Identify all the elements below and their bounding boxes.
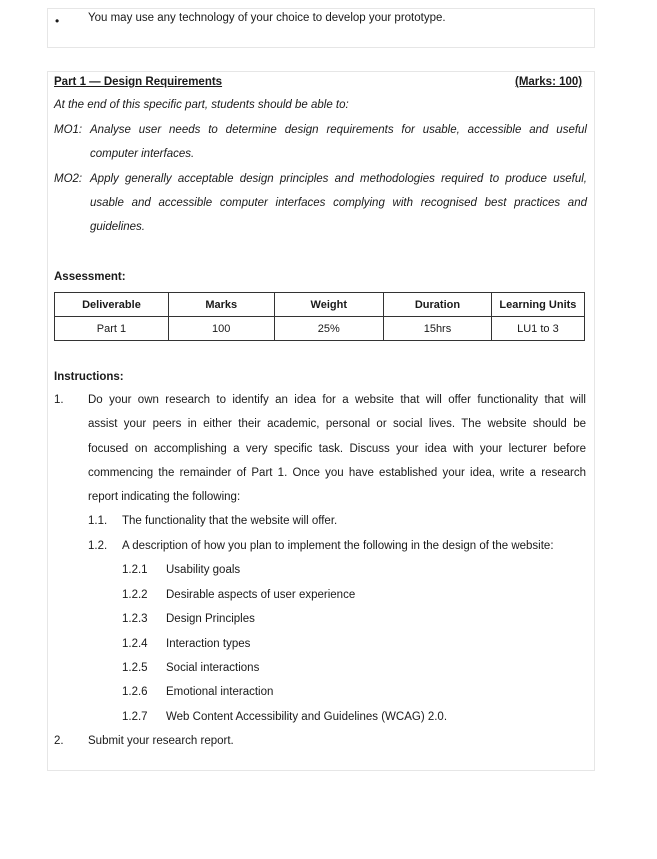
- table-cell: 15hrs: [384, 317, 492, 341]
- table-header-cell: Weight: [274, 293, 384, 317]
- subsub-item-number: 1.2.6: [122, 686, 148, 698]
- subsub-item-number: 1.2.2: [122, 589, 148, 601]
- list-item-number: 2.: [54, 735, 64, 747]
- table-cell: 25%: [274, 317, 384, 341]
- subsub-item-number: 1.2.3: [122, 613, 148, 625]
- table-row: [55, 317, 585, 341]
- part-marks: (Marks: 100): [515, 76, 583, 88]
- sub-item-number: 1.2.: [88, 540, 108, 552]
- subsub-item-number: 1.2.4: [122, 638, 148, 650]
- table-header-row: [55, 293, 585, 317]
- part-title: Part 1 — Design Requirements: [54, 76, 223, 88]
- instruction-line: Do your own research to identify an idea for a website that will offer functionality that will: [88, 394, 586, 406]
- subsub-item-number: 1.2.1: [122, 564, 148, 576]
- subsub-item-text: Emotional interaction: [166, 686, 274, 698]
- table-header-cell: Learning Units: [491, 293, 584, 317]
- subsub-item-number: 1.2.5: [122, 662, 148, 674]
- outcome-line: computer interfaces.: [90, 148, 195, 160]
- bullet-text: You may use any technology of your choice to develop your prototype.: [88, 12, 446, 24]
- assessment-label: Assessment:: [54, 271, 126, 283]
- outcome-line: Analyse user needs to determine design requirements for usable, accessible and useful: [90, 124, 587, 136]
- subsub-item-text: Usability goals: [166, 564, 241, 576]
- table-cell: 100: [168, 317, 274, 341]
- table-header-cell: Marks: [168, 293, 274, 317]
- list-item-number: 1.: [54, 394, 64, 406]
- outcome-line: Apply generally acceptable design principles and methodologies required to produce useful,: [90, 173, 587, 185]
- table-cell: LU1 to 3: [491, 317, 584, 341]
- intro-text: At the end of this specific part, students should be able to:: [54, 99, 349, 111]
- subsub-item-text: Desirable aspects of user experience: [166, 589, 356, 601]
- assessment-table: [54, 292, 585, 341]
- instruction-line: assist your peers in either their academic, personal or social lives. The website should be: [88, 418, 586, 430]
- subsub-item-number: 1.2.7: [122, 711, 148, 723]
- table-cell: Part 1: [55, 317, 169, 341]
- subsub-item-text: Design Principles: [166, 613, 255, 625]
- instruction-line: Submit your research report.: [88, 735, 234, 747]
- table-header-cell: Deliverable: [55, 293, 169, 317]
- sub-item-text: A description of how you plan to implement the following in the design of the website:: [122, 540, 554, 552]
- table-header-cell: Duration: [384, 293, 492, 317]
- subsub-item-text: Interaction types: [166, 638, 251, 650]
- instruction-line: report indicating the following:: [88, 491, 241, 503]
- sub-item-number: 1.1.: [88, 515, 108, 527]
- outcome-line: guidelines.: [90, 221, 145, 233]
- sub-item-text: The functionality that the website will offer.: [122, 515, 338, 527]
- outcome-label: MO1:: [54, 124, 83, 136]
- instruction-line: commencing the remainder of Part 1. Once you have established your idea, write a research: [88, 467, 586, 479]
- instruction-line: focused on accomplishing a very specific task. Discuss your idea with your lecturer before: [88, 443, 586, 455]
- outcome-line: usable and accessible computer interfaces complying with recognised best practices and: [90, 197, 587, 209]
- instructions-label: Instructions:: [54, 371, 124, 383]
- subsub-item-text: Web Content Accessibility and Guidelines (WCAG) 2.0.: [166, 711, 448, 723]
- subsub-item-text: Social interactions: [166, 662, 260, 674]
- outcome-label: MO2:: [54, 173, 83, 185]
- bullet-icon: •: [55, 14, 60, 28]
